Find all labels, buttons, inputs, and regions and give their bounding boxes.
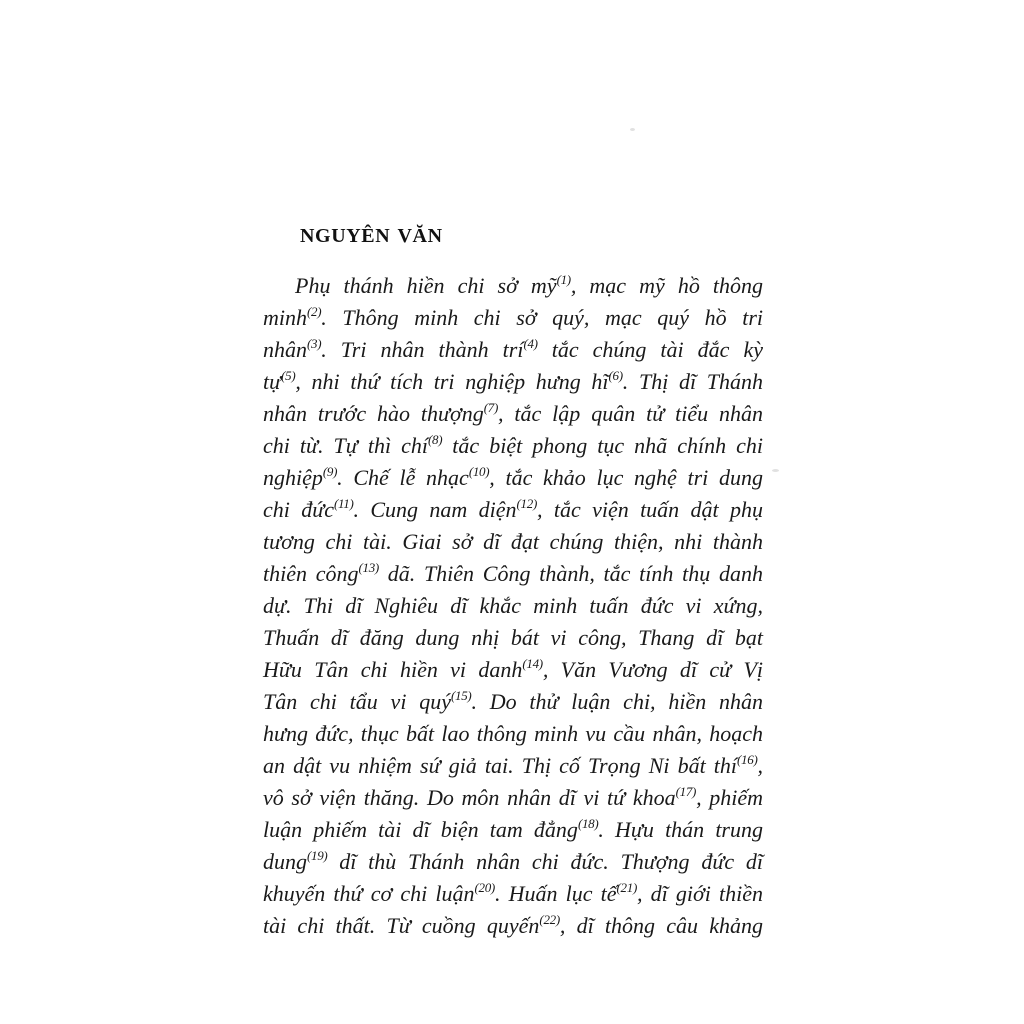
text-line: minh$^{(2)}$. Thông minh chi sở quý, mạc quý hồ tri	[263, 303, 763, 330]
text-line: Hữu Tân chi hiền vi danh$^{(14)}$, Văn Vương dĩ cử Vị	[263, 655, 763, 682]
footnote-ref: (13)	[358, 559, 379, 575]
footnote-ref: (3)	[307, 335, 322, 351]
text-line: Thuấn dĩ đăng dung nhị bát vi công, Thang dĩ bạt	[263, 625, 763, 650]
text-line: khuyến thứ cơ chi luận$^{(20)}$. Huấn lục tế$^{(21)}$, dĩ giới thiền	[263, 879, 763, 906]
footnote-ref: (12)	[516, 495, 537, 511]
footnote-ref: (10)	[468, 463, 490, 479]
text-line: Phụ thánh hiền chi sở mỹ$^{(1)}$, mạc mỹ hồ thông	[295, 271, 764, 298]
text-line: an dật vu nhiệm sứ giả tai. Thị cố Trọng Ni bất thí$^{(16)}$,	[263, 751, 763, 778]
footnote-ref: (5)	[281, 367, 296, 383]
footnote-ref: (4)	[523, 335, 538, 351]
text-line: chi từ. Tự thì chí$^{(8)}$ tắc biệt phong tục nhã chính chi	[263, 431, 764, 458]
text-line: tự$^{(5)}$, nhi thứ tích tri nghiệp hưng $hĩ^{(6)}$. Thị dĩ Thánh	[263, 367, 763, 394]
text-line: nhân trước hào thượng$^{(7)}$, tắc lập quân tử tiểu nhân	[263, 399, 763, 426]
footnote-ref: (18)	[577, 815, 599, 831]
footnote-ref: (2)	[307, 303, 322, 319]
footnote-ref: (19)	[307, 847, 328, 863]
text-line: thiên công$^{(13)}$ dã. Thiên Công thành, tắc tính thụ danh	[263, 559, 763, 586]
footnote-ref: (22)	[539, 911, 560, 927]
footnote-ref: (6)	[608, 367, 623, 383]
footnote-ref: (15)	[450, 687, 472, 703]
text-line: tương chi tài. Giai sở dĩ đạt chúng thiện, nhi thành	[263, 529, 763, 554]
text-line: dung$^{(19)}$ dĩ thù Thánh nhân chi đức. Thượng đức dĩ	[263, 847, 763, 874]
footnote-ref: (11)	[334, 495, 354, 511]
footnote-ref: (14)	[522, 655, 543, 671]
footnote-ref: (9)	[322, 463, 338, 479]
text-line: vô sở viện thăng. Do môn nhân dĩ vi tứ khoa$^{(17)}$, phiếm	[263, 783, 764, 810]
scan-artifact	[630, 128, 635, 131]
text-line: hưng đức, thục bất lao thông minh vu cầu nhân, hoạch	[263, 721, 763, 746]
text-line: nghiệp$^{(9)}$. Chế lễ nhạc$^{(10)}$, tắc khảo lục nghệ tri dung	[263, 463, 763, 490]
text-line: Tân chi tẩu vi quý$^{(15)}$. Do thử luận chi, hiền nhân	[263, 687, 763, 714]
text-line: nhân$^{(3)}$. Tri nhân thành trí$^{(4)}$ tắc chúng tài đắc kỳ	[263, 335, 763, 362]
footnote-ref: (1)	[556, 271, 571, 287]
scan-artifact	[772, 469, 779, 472]
footnote-ref: (16)	[737, 751, 758, 767]
footnote-ref: (8)	[427, 431, 443, 447]
text-line: luận phiếm tài dĩ biện tam đẳng$^{(18)}$. Hựu thán trung	[263, 815, 763, 842]
page-heading: NGUYÊN VĂN	[300, 225, 443, 247]
body-text-paragraph	[263, 270, 763, 942]
footnote-ref: (7)	[483, 399, 498, 415]
footnote-ref: (17)	[675, 783, 697, 799]
footnote-ref: (21)	[616, 879, 637, 895]
text-line: tài chi thất. Từ cuồng quyến$^{(22)}$, dĩ thông câu khảng	[263, 911, 763, 938]
text-line: dự. Thi dĩ Nghiêu dĩ khắc minh tuấn đức vi xứng,	[263, 593, 763, 618]
footnote-ref: (20)	[474, 879, 495, 895]
text-line: chi đức$^{(11)}$. Cung nam diện$^{(12)}$, tắc viện tuấn dật phụ	[263, 495, 763, 522]
